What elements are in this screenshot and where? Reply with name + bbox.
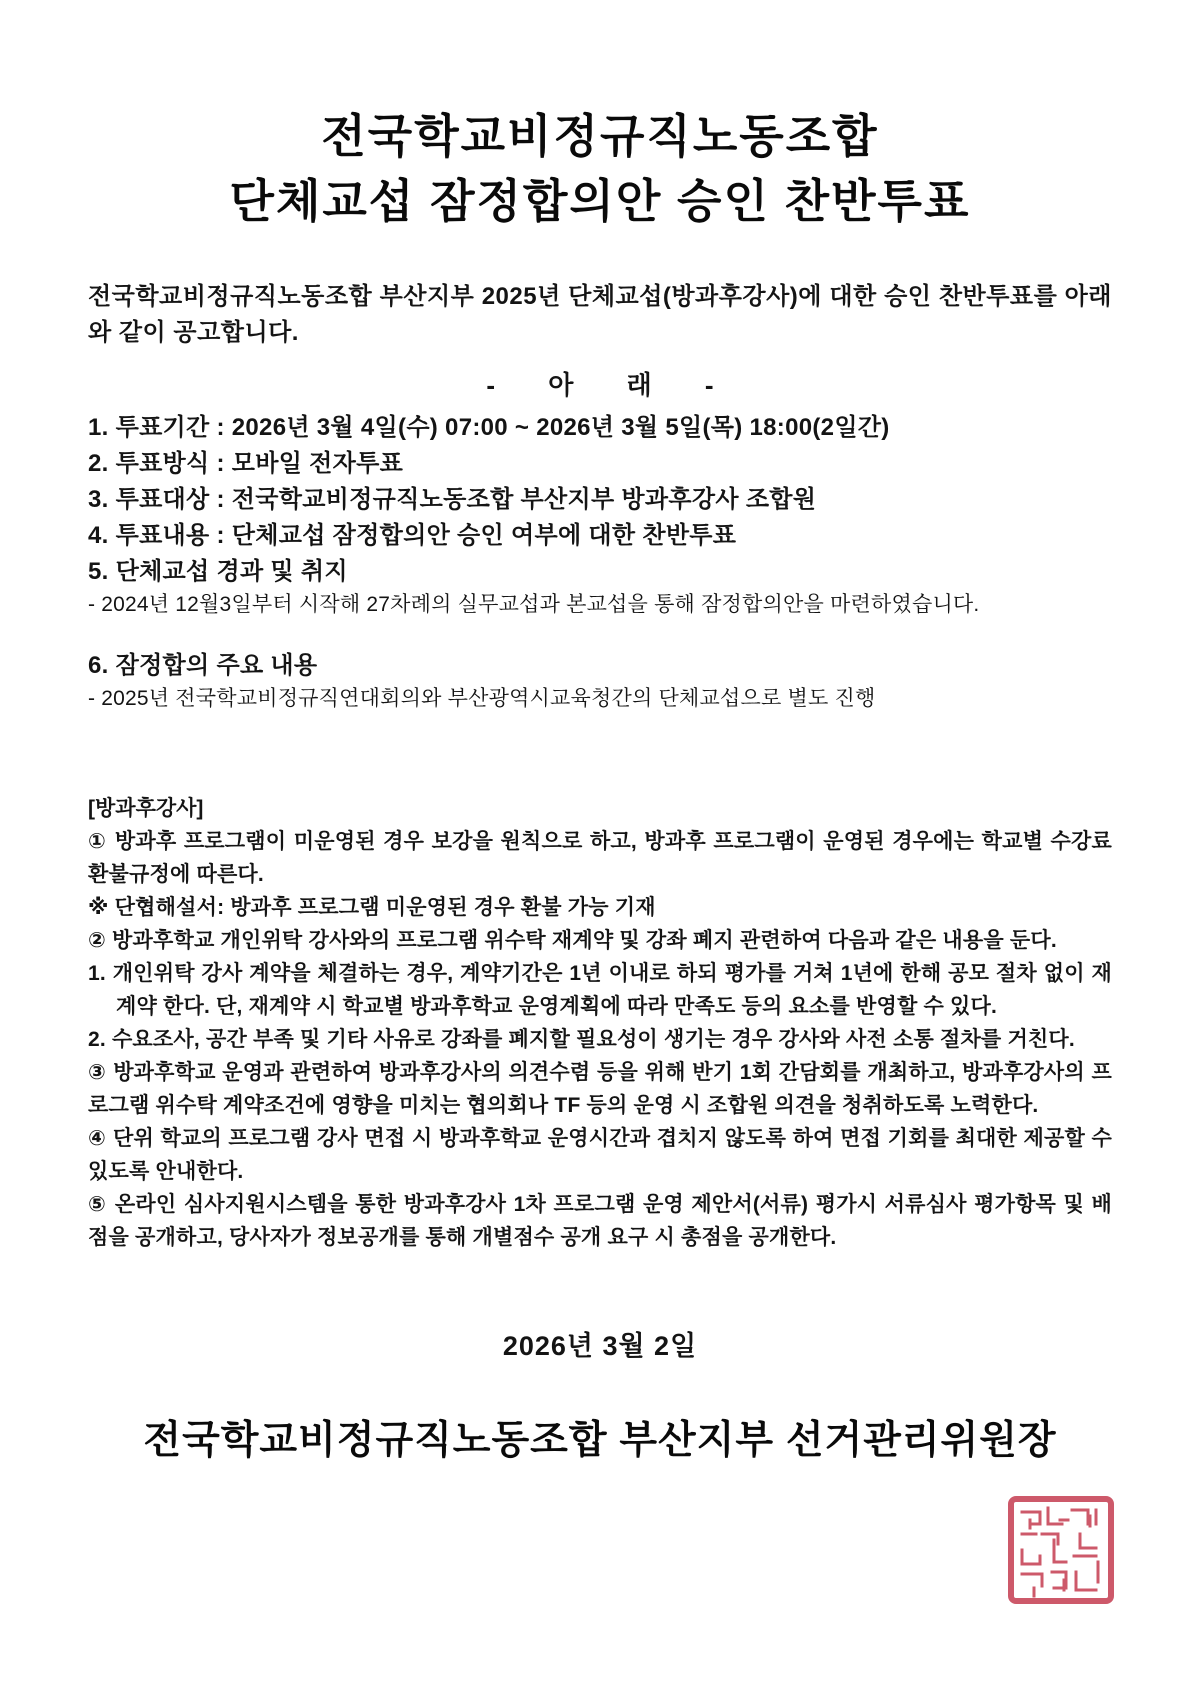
section-divider: - 아 래 -: [486, 369, 714, 400]
vote-info-list: [88, 410, 1112, 714]
provision-circled-5: ⑤ 온라인 심사지원시스템을 통한 방과후강사 1차 프로그램 운영 제안서(서류) 평가시 서류심사 평가항목 및 배점을 공개하고, 당사자가 정보공개를 통해 개별점수 공개 요구 시 총점을 공개한다.: [88, 1192, 1112, 1249]
vote-item-period: 1. 투표기간 : 2026년 3월 4일(수) 07:00 ~ 2026년 3월 5일(목) 18:00(2일간): [88, 413, 890, 441]
intro-paragraph: 전국학교비정규직노동조합 부산지부 2025년 단체교섭(방과후강사)에 대한 승인 찬반투표를 아래와 같이 공고합니다.: [88, 282, 1112, 346]
signature-line: 전국학교비정규직노동조합 부산지부 선거관리위원장: [143, 1418, 1057, 1462]
provision-circled-2: ② 방과후학교 개인위탁 강사와의 프로그램 위수탁 재계약 및 강좌 폐지 관련하여 다음과 같은 내용을 둔다.: [88, 928, 1057, 952]
document-title: [88, 104, 1112, 235]
provision-note: ※ 단협해설서: 방과후 프로그램 미운영된 경우 환불 가능 기재: [88, 895, 656, 919]
title-line-1: 전국학교비정규직노동조합: [321, 110, 879, 162]
provision-sub-2: 2. 수요조사, 공간 부족 및 기타 사유로 강좌를 폐지할 필요성이 생기는 경우 강사와 사전 소통 절차를 거친다.: [88, 1027, 1075, 1051]
section-header-afterschool: [방과후강사]: [88, 796, 204, 820]
title-line-2: 단체교섭 잠정합의안 승인 찬반투표: [229, 175, 971, 228]
provision-circled-3: ③ 방과후학교 운영과 관련하여 방과후강사의 의견수렴 등을 위해 반기 1회 간담회를 개최하고, 방과후강사의 프로그램 위수탁 계약조건에 영향을 미치는 협의회나 TF 등의 운영 시 조합원 의견을 청취하도록 노력한다.: [88, 1060, 1112, 1117]
vote-item-progress: 5. 단체교섭 경과 및 취지: [88, 557, 348, 585]
provision-circled-4: ④ 단위 학교의 프로그램 강사 면접 시 방과후학교 운영시간과 겹치지 않도록 하여 면접 기회를 최대한 제공할 수 있도록 안내한다.: [88, 1126, 1112, 1183]
provisions-block: [88, 825, 1112, 1254]
seal-pattern-icon: [1008, 1496, 1114, 1604]
provision-sub-1: 1. 개인위탁 강사 계약을 체결하는 경우, 계약기간은 1년 이내로 하되 평가를 거쳐 1년에 한해 공모 절차 없이 재계약 한다. 단, 재계약 시 학교별 방과후학교 운영계획에 따라 만족도 등의 요소를 반영할 수 있다.: [88, 961, 1112, 1018]
vote-item-main-contents: 6. 잠정합의 주요 내용: [88, 651, 318, 679]
vote-item-progress-detail: - 2024년 12월3일부터 시작해 27차례의 실무교섭과 본교섭을 통해 잠정합의안을 마련하였습니다.: [88, 592, 980, 616]
vote-item-content: 4. 투표내용 : 단체교섭 잠정합의안 승인 여부에 대한 찬반투표: [88, 521, 737, 549]
vote-item-method: 2. 투표방식 : 모바일 전자투표: [88, 449, 404, 477]
provision-circled-1: ① 방과후 프로그램이 미운영된 경우 보강을 원칙으로 하고, 방과후 프로그램이 운영된 경우에는 학교별 수강료 환불규정에 따른다.: [88, 829, 1112, 886]
vote-item-eligible: 3. 투표대상 : 전국학교비정규직노동조합 부산지부 방과후강사 조합원: [88, 485, 817, 513]
announcement-date: 2026년 3월 2일: [502, 1330, 698, 1361]
vote-item-main-contents-detail: - 2025년 전국학교비정규직연대회의와 부산광역시교육청간의 단체교섭으로 별도 진행: [88, 686, 876, 710]
official-seal: [1008, 1496, 1114, 1604]
